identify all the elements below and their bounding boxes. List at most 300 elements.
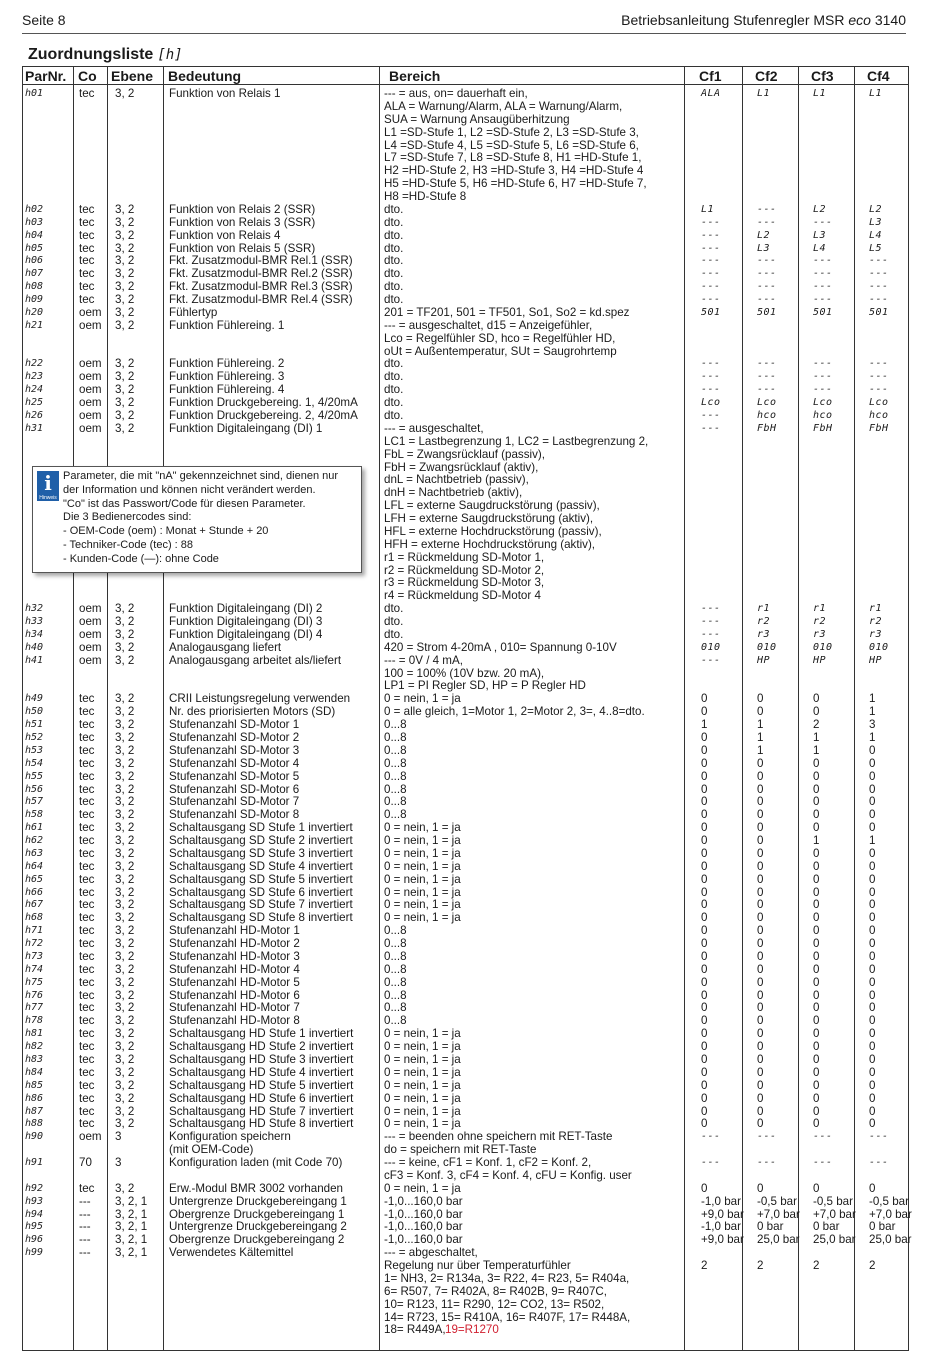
access-code: --- [79, 1194, 91, 1208]
menu-level: 3, 2 [115, 383, 135, 397]
cf3-value: 0 [813, 692, 820, 706]
cf2-value: 0 [757, 885, 764, 899]
table-row [23, 345, 908, 358]
param-number: h23 [25, 371, 44, 383]
menu-level: 3, 2 [115, 1014, 135, 1028]
column-header-cf4: Cf4 [867, 68, 890, 84]
meaning: Stufenanzahl SD-Motor 7 [169, 795, 300, 809]
cf3-value: 0 [813, 1065, 820, 1079]
access-code: tec [79, 769, 95, 783]
cf1-value: --- [701, 281, 721, 293]
cf2-value: 0 [757, 1040, 764, 1054]
range: 6= R507, 7= R402A, 8= R402B, 9= R407C, [384, 1284, 608, 1298]
cf1-value: 501 [701, 306, 721, 318]
range: 0...8 [384, 949, 407, 963]
cf1-value: --- [701, 603, 721, 615]
cf2-value: --- [757, 371, 777, 383]
cf3-value: --- [813, 371, 833, 383]
meaning: Analogausgang arbeitet als/liefert [169, 653, 342, 667]
note-line: - OEM-Code (oem) : Monat + Stunde + 20 [63, 525, 269, 538]
table-row [23, 1259, 908, 1272]
table-row [23, 1079, 908, 1092]
range: --- = ausgeschaltet, [384, 421, 484, 435]
param-number: h87 [25, 1105, 44, 1117]
access-code: oem [79, 396, 102, 410]
menu-level: 3, 2 [115, 834, 135, 848]
cf4-value: L4 [869, 229, 883, 241]
range: 0...8 [384, 808, 407, 822]
cf3-value: 0 [813, 1117, 820, 1131]
meaning: Funktion von Relais 4 [169, 228, 281, 242]
range: r4 = Rückmeldung SD-Motor 4 [384, 589, 541, 603]
cf3-value: --- [813, 1131, 833, 1143]
param-number: h74 [25, 963, 44, 975]
cf1-value: Lco [701, 397, 721, 409]
access-code: oem [79, 370, 102, 384]
cf1-value: 0 [701, 821, 708, 835]
cf2-value: 0 [757, 949, 764, 963]
access-code: oem [79, 383, 102, 397]
cf3-value: L2 [813, 203, 827, 215]
access-code: tec [79, 1040, 95, 1054]
cf3-value: 0 [813, 949, 820, 963]
range: do = speichern mit RET-Taste [384, 1143, 537, 1157]
menu-level: 3, 2 [115, 421, 135, 435]
cf1-value: --- [701, 616, 721, 628]
param-number: h07 [25, 268, 44, 280]
note-line: - Techniker-Code (tec) : 88 [63, 538, 194, 551]
meaning: Funktion von Relais 2 (SSR) [169, 202, 316, 216]
cf3-value: 0 [813, 937, 820, 951]
menu-level: 3, 2 [115, 988, 135, 1002]
cf3-value: 0 [813, 795, 820, 809]
cf4-value: r3 [869, 628, 883, 640]
meaning: Funktion Druckgebereing. 2, 4/20mA [169, 409, 358, 422]
table-row [23, 383, 908, 396]
range: 0 = nein, 1 = ja [384, 846, 461, 860]
range: L1 =SD-Stufe 1, L2 =SD-Stufe 2, L3 =SD-Stufe 3, [384, 125, 639, 139]
menu-level: 3, 2 [115, 1091, 135, 1105]
cf4-value: 0 [869, 1014, 876, 1028]
param-number: h58 [25, 809, 44, 821]
range: 100 = 100% (10V bzw. 20 mA), [384, 666, 545, 680]
param-number: h50 [25, 706, 44, 718]
cf3-value: 0 [813, 1181, 820, 1195]
range: 0 = nein, 1 = ja [384, 834, 461, 848]
access-code: tec [79, 911, 95, 925]
range: dto. [384, 396, 404, 410]
menu-level: 3, 2 [115, 769, 135, 783]
meaning: Stufenanzahl HD-Motor 6 [169, 988, 300, 1002]
range: LP1 = PI Regler SD, HP = P Regler HD [384, 679, 586, 693]
access-code: tec [79, 1181, 95, 1195]
meaning: Stufenanzahl SD-Motor 6 [169, 782, 300, 796]
cf3-value: 0 [813, 705, 820, 719]
meaning: Stufenanzahl HD-Motor 8 [169, 1014, 300, 1028]
table-row [23, 126, 908, 139]
cf1-value: +9,0 bar [701, 1233, 744, 1247]
menu-level: 3, 2 [115, 409, 135, 422]
cf3-value: 0 [813, 1014, 820, 1028]
table-row [23, 950, 908, 963]
cf2-value: --- [757, 1131, 777, 1143]
meaning: Schaltausgang SD Stufe 4 invertiert [169, 859, 353, 873]
table-row [23, 1220, 908, 1233]
table-row [23, 821, 908, 834]
access-code: tec [79, 718, 95, 732]
meaning: Schaltausgang HD Stufe 8 invertiert [169, 1117, 354, 1131]
note-line: der Information und können nicht verändert werden. [63, 483, 316, 496]
cf3-value: 1 [813, 743, 820, 757]
cf3-value: 0 [813, 1040, 820, 1054]
meaning: Schaltausgang HD Stufe 1 invertiert [169, 1027, 354, 1041]
access-code: tec [79, 692, 95, 706]
param-number: h64 [25, 860, 44, 872]
cf3-value: 0 [813, 975, 820, 989]
meaning: Fkt. Zusatzmodul-BMR Rel.2 (SSR) [169, 267, 353, 281]
range: 0 = nein, 1 = ja [384, 1040, 461, 1054]
range: 0 = alle gleich, 1=Motor 1, 2=Motor 2, 3=, 4..8=dto. [384, 705, 645, 719]
meaning: Konfiguration laden (mit Code 70) [169, 1156, 343, 1170]
param-number: h05 [25, 242, 44, 254]
note-line: - Kunden-Code (—): ohne Code [63, 552, 219, 565]
meaning: Schaltausgang SD Stufe 7 invertiert [169, 898, 353, 912]
meaning: Schaltausgang HD Stufe 3 invertiert [169, 1053, 354, 1066]
table-row [23, 795, 908, 808]
cf4-value: --- [869, 268, 889, 280]
cf1-value: --- [701, 255, 721, 267]
access-code: tec [79, 267, 95, 281]
param-number: h51 [25, 719, 44, 731]
param-number: h94 [25, 1208, 44, 1220]
cf2-value: 0 [757, 1078, 764, 1092]
param-number: h99 [25, 1247, 44, 1259]
table-row [23, 1156, 908, 1169]
range: 0 = nein, 1 = ja [384, 692, 461, 706]
cf4-value: 0 [869, 846, 876, 860]
cf1-value: 0 [701, 1104, 708, 1118]
range: r3 = Rückmeldung SD-Motor 3, [384, 576, 545, 590]
param-number: h65 [25, 873, 44, 885]
access-code: oem [79, 615, 102, 629]
cf3-value: 1 [813, 731, 820, 744]
info-icon: i Hinweis [37, 471, 59, 501]
range: r1 = Rückmeldung SD-Motor 1, [384, 550, 545, 564]
access-code: tec [79, 1014, 95, 1028]
range: dnL = Nachtbetrieb (passiv), [384, 473, 529, 487]
access-code: oem [79, 653, 102, 667]
cf3-value: 0 [813, 1053, 820, 1066]
cf2-value: hco [757, 410, 777, 421]
note-line: "Co" ist das Passwort/Code für diesen Parameter. [63, 497, 306, 510]
meaning: Obergrenze Druckgebereingang 2 [169, 1233, 345, 1247]
access-code: oem [79, 602, 102, 616]
range: ALA = Warnung/Alarm, ALA = Warnung/Alarm, [384, 99, 623, 113]
column-header-bedeutung: Bedeutung [168, 68, 242, 84]
menu-level: 3, 2 [115, 627, 135, 641]
table-row [23, 113, 908, 126]
table-row [23, 1311, 908, 1324]
table-row [23, 654, 908, 667]
cf4-value: 25,0 bar [869, 1233, 912, 1247]
range: 0...8 [384, 1014, 407, 1028]
access-code: oem [79, 305, 102, 319]
cf1-value: 1 [701, 718, 708, 732]
meaning: Stufenanzahl SD-Motor 4 [169, 756, 300, 770]
cf4-value: 0 [869, 898, 876, 912]
section-code: [h] [157, 47, 183, 63]
param-number: h31 [25, 422, 44, 434]
menu-level: 3, 2 [115, 731, 135, 744]
table-row [23, 770, 908, 783]
meaning: Fkt. Zusatzmodul-BMR Rel.1 (SSR) [169, 254, 353, 268]
table-row [23, 860, 908, 873]
cf4-value: L3 [869, 216, 883, 228]
cf1-value: 0 [701, 872, 708, 886]
param-number: h95 [25, 1221, 44, 1233]
table-row [23, 1143, 908, 1156]
range: dto. [384, 267, 404, 281]
cf2-value: 25,0 bar [757, 1233, 800, 1247]
range: 0 = nein, 1 = ja [384, 821, 461, 835]
cf4-value: --- [869, 358, 889, 370]
cf4-value: 0 bar [869, 1220, 896, 1234]
meaning: CRII Leistungsregelung verwenden [169, 692, 351, 706]
cf2-value: 0 [757, 872, 764, 886]
param-number: h62 [25, 835, 44, 847]
param-number: h25 [25, 397, 44, 409]
range: dto. [384, 241, 404, 255]
range: 0 = nein, 1 = ja [384, 1065, 461, 1079]
cf3-value: --- [813, 216, 833, 228]
meaning: Stufenanzahl SD-Motor 3 [169, 743, 300, 757]
column-header-ebene: Ebene [111, 68, 154, 84]
column-header-cf2: Cf2 [755, 68, 778, 84]
cf3-value: 0 [813, 962, 820, 976]
range: H5 =HD-Stufe 5, H6 =HD-Stufe 6, H7 =HD-Stufe 7, [384, 177, 647, 191]
cf4-value: r2 [869, 616, 883, 628]
param-number: h22 [25, 358, 44, 370]
param-number: h88 [25, 1118, 44, 1130]
table-row [23, 1053, 908, 1066]
param-number: h72 [25, 938, 44, 950]
param-number: h83 [25, 1054, 44, 1065]
cf1-value: 0 [701, 898, 708, 912]
table-row [23, 1298, 908, 1311]
cf2-value: r1 [757, 603, 771, 615]
meaning: Schaltausgang SD Stufe 6 invertiert [169, 885, 353, 899]
meaning: Schaltausgang HD Stufe 5 invertiert [169, 1078, 354, 1092]
menu-level: 3, 2, 1 [115, 1220, 148, 1234]
cf1-value: 0 [701, 1091, 708, 1105]
cf2-value: 2 [757, 1259, 764, 1273]
menu-level: 3, 2 [115, 898, 135, 912]
cf4-value: 0 [869, 782, 876, 796]
cf1-value: 0 [701, 1181, 708, 1195]
meaning: (mit OEM-Code) [169, 1143, 254, 1157]
cf4-value: 1 [869, 692, 876, 706]
menu-level: 3, 2 [115, 975, 135, 989]
cf2-value: 0 [757, 821, 764, 835]
cf3-value: L4 [813, 242, 827, 254]
menu-level: 3, 2 [115, 357, 135, 371]
cf3-value: L1 [813, 88, 827, 99]
range: SUA = Warnung Ansaugüberhitzung [384, 112, 570, 126]
cf2-value: 0 [757, 1014, 764, 1028]
cf3-value: 2 [813, 1259, 820, 1273]
table-row [23, 989, 908, 1002]
cf1-value: 0 [701, 859, 708, 873]
access-code: tec [79, 215, 95, 229]
table-row [23, 164, 908, 177]
range: 0...8 [384, 1001, 407, 1015]
access-code: tec [79, 756, 95, 770]
menu-level: 3, 2 [115, 280, 135, 294]
cf3-value: L3 [813, 229, 827, 241]
cf2-value: 0 [757, 1104, 764, 1118]
range: -1,0...160,0 bar [384, 1194, 463, 1208]
cf2-value: 0 [757, 756, 764, 770]
table-row [23, 177, 908, 190]
range: --- = ausgeschaltet, d15 = Anzeigefühler, [384, 318, 593, 332]
meaning: Fühlertyp [169, 305, 218, 319]
cf4-value: -0,5 bar [869, 1194, 909, 1208]
meaning: Schaltausgang SD Stufe 8 invertiert [169, 911, 353, 925]
range: 10= R123, 11= R290, 12= CO2, 13= R502, [384, 1297, 605, 1311]
menu-level: 3, 2 [115, 241, 135, 255]
param-number: h75 [25, 976, 44, 988]
access-code: oem [79, 640, 102, 654]
access-code: --- [79, 1207, 91, 1221]
cf2-value: 0 [757, 782, 764, 796]
table-row [23, 628, 908, 641]
table-row [23, 1233, 912, 1247]
menu-level: 3, 2 [115, 640, 135, 654]
cf3-value: 0 [813, 808, 820, 822]
cf2-value: r3 [757, 628, 771, 640]
cf2-value: --- [757, 203, 777, 215]
cf1-value: 0 [701, 808, 708, 822]
cf4-value: 0 [869, 808, 876, 822]
cf4-value: HP [869, 654, 883, 666]
cf1-value: L1 [701, 203, 715, 215]
table-row [23, 886, 908, 899]
meaning: Funktion Fühlereing. 2 [169, 357, 285, 371]
cf1-value: 010 [701, 641, 721, 653]
param-number: h55 [25, 770, 44, 782]
param-number: h93 [25, 1195, 44, 1207]
cf4-value: --- [869, 371, 889, 383]
cf3-value: r2 [813, 616, 827, 628]
menu-level: 3, 2 [115, 653, 135, 667]
column-header-parnr: ParNr. [25, 68, 67, 84]
range: cF3 = Konf. 3, cF4 = Konf. 4, cFU = Konfig. user [384, 1168, 632, 1182]
table-row [23, 293, 908, 306]
meaning: Funktion Digitaleingang (DI) 2 [169, 602, 323, 616]
cf3-value: 0 [813, 988, 820, 1002]
table-row [23, 448, 908, 461]
column-header-cf3: Cf3 [811, 68, 834, 84]
table-row [23, 1272, 908, 1285]
cf2-value: --- [757, 255, 777, 267]
cf4-value: 0 [869, 911, 876, 925]
table-row [23, 718, 908, 731]
cf4-value: --- [869, 1131, 889, 1143]
cf3-value: r1 [813, 603, 827, 615]
access-code: tec [79, 859, 95, 873]
param-number: h67 [25, 899, 44, 911]
access-code: tec [79, 241, 95, 255]
meaning: Erw.-Modul BMR 3002 vorhanden [169, 1181, 343, 1195]
menu-level: 3, 2 [115, 911, 135, 925]
cf1-value: 0 [701, 705, 708, 719]
menu-level: 3, 2 [115, 1078, 135, 1092]
cf3-value: 010 [813, 641, 833, 653]
range: --- = beenden ohne speichern mit RET-Taste [384, 1130, 613, 1144]
cf1-value: --- [701, 216, 721, 228]
table-row [23, 357, 908, 370]
param-number: h20 [25, 306, 44, 318]
cf1-value: --- [701, 268, 721, 280]
cf4-value: r1 [869, 603, 883, 615]
menu-level: 3, 2 [115, 202, 135, 216]
meaning: Stufenanzahl SD-Motor 8 [169, 808, 300, 822]
access-code: tec [79, 1078, 95, 1092]
meaning: Schaltausgang SD Stufe 1 invertiert [169, 821, 353, 835]
cf1-value: 0 [701, 1001, 708, 1015]
table-row [23, 963, 908, 976]
meaning: Funktion Fühlereing. 1 [169, 318, 285, 332]
meaning: Fkt. Zusatzmodul-BMR Rel.3 (SSR) [169, 280, 353, 294]
menu-level: 3, 2 [115, 267, 135, 281]
param-number: h63 [25, 847, 44, 859]
access-code: tec [79, 782, 95, 796]
range: 0...8 [384, 937, 407, 951]
cf4-value: 0 [869, 1091, 876, 1105]
param-number: h86 [25, 1092, 44, 1104]
range: dto. [384, 215, 404, 229]
cf1-value: 0 [701, 911, 708, 925]
cf4-value: 0 [869, 962, 876, 976]
param-number: h78 [25, 1015, 44, 1027]
menu-level: 3, 2 [115, 602, 135, 616]
cf4-value: 0 [869, 1078, 876, 1092]
cf4-value: 0 [869, 756, 876, 770]
menu-level: 3, 2 [115, 1027, 135, 1041]
cf2-value: 0 [757, 834, 764, 848]
menu-level: 3, 2, 1 [115, 1233, 148, 1247]
meaning: Stufenanzahl HD-Motor 4 [169, 962, 300, 976]
cf4-value: 1 [869, 705, 876, 719]
range: --- = aus, on= dauerhaft ein, [384, 87, 528, 100]
meaning: Untergrenze Druckgebereingang 1 [169, 1194, 347, 1208]
cf1-value: 0 [701, 1078, 708, 1092]
menu-level: 3, 2 [115, 705, 135, 719]
document-title: Betriebsanleitung Stufenregler MSR eco 3140 [621, 12, 906, 28]
menu-level: 3, 2 [115, 1181, 135, 1195]
param-number: h08 [25, 281, 44, 293]
access-code: tec [79, 872, 95, 886]
cf3-value: 0 [813, 1078, 820, 1092]
cf1-value: --- [701, 654, 721, 666]
cf4-value: 0 [869, 859, 876, 873]
access-code: oem [79, 627, 102, 641]
cf2-value: 0 [757, 898, 764, 912]
access-code: oem [79, 421, 102, 435]
range: dto. [384, 357, 404, 371]
range: 0 = nein, 1 = ja [384, 1117, 461, 1131]
cf4-value: 0 [869, 872, 876, 886]
